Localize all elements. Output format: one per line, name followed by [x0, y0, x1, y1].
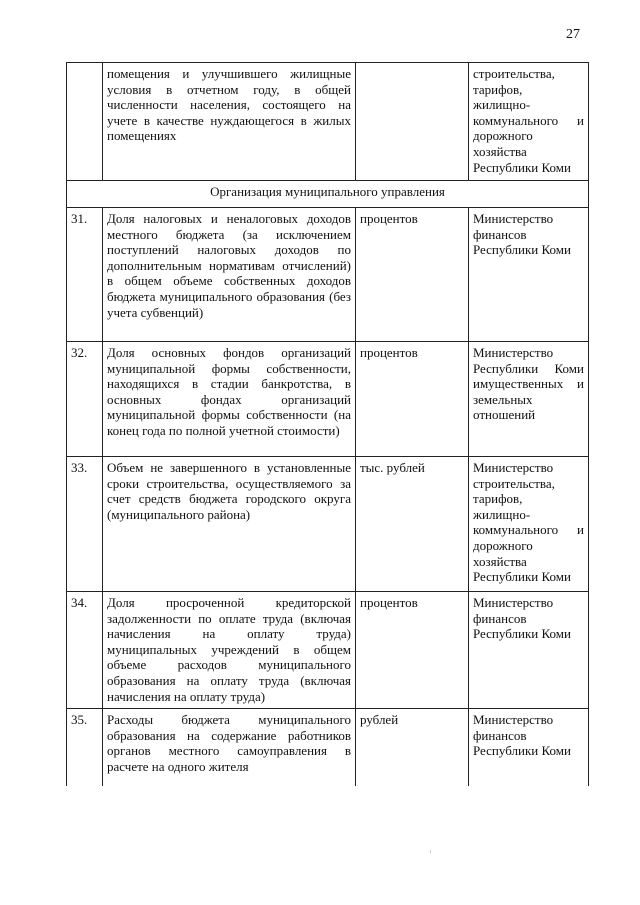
table-row	[67, 709, 589, 787]
unit-of-measure: процентов	[356, 342, 469, 457]
unit-of-measure: процентов	[356, 208, 469, 342]
indicator-description: помещения и улучшившего жилищные условия в отчетном году, в общей численности населения, состоящего на учете в качестве нуждающегося в жилых помещениях	[103, 63, 356, 181]
responsible-ministry: Министерство финансов Республики Коми	[469, 208, 589, 342]
table-row	[67, 208, 589, 342]
row-number: 35.	[67, 709, 103, 787]
indicator-description: Доля основных фондов организаций муниципальной формы собственности, находящихся в стадии банкротства, в основных фондах организаций муниципальной формы собственности (на конец года по полной учетной стоимости)	[103, 342, 356, 457]
row-number	[67, 63, 103, 181]
unit-of-measure: процентов	[356, 592, 469, 709]
section-title: Организация муниципального управления	[67, 181, 589, 208]
responsible-ministry: Министерство финансов Республики Коми	[469, 709, 589, 787]
indicators-table	[66, 62, 589, 786]
row-number: 33.	[67, 457, 103, 592]
page-number: 27	[566, 27, 580, 42]
row-number: 34.	[67, 592, 103, 709]
unit-of-measure	[356, 63, 469, 181]
responsible-ministry: строительства, тарифов, жилищно-коммунального и дорожного хозяйства Республики Коми	[469, 63, 589, 181]
table-row	[67, 457, 589, 592]
responsible-ministry: Министерство Республики Коми имущественных и земельных отношений	[469, 342, 589, 457]
section-row	[67, 181, 589, 208]
responsible-ministry: Министерство строительства, тарифов, жилищно-коммунального и дорожного хозяйства Республики Коми	[469, 457, 589, 592]
table-row	[67, 63, 589, 181]
indicator-description: Расходы бюджета муниципального образования на содержание работников органов местного самоуправления в расчете на одного жителя	[103, 709, 356, 787]
responsible-ministry: Министерство финансов Республики Коми	[469, 592, 589, 709]
table-row	[67, 592, 589, 709]
indicator-description: Объем не завершенного в установленные сроки строительства, осуществляемого за счет средств бюджета городского округа (муниципального района)	[103, 457, 356, 592]
row-number: 32.	[67, 342, 103, 457]
unit-of-measure: рублей	[356, 709, 469, 787]
indicator-description: Доля налоговых и неналоговых доходов местного бюджета (за исключением поступлений налоговых доходов по дополнительным нормативам отчислений) в общем объеме собственных доходов бюджета муниципального образования (без учета субвенций)	[103, 208, 356, 342]
table-row	[67, 342, 589, 457]
unit-of-measure: тыс. рублей	[356, 457, 469, 592]
row-number: 31.	[67, 208, 103, 342]
scan-speck	[430, 850, 431, 853]
indicator-description: Доля просроченной кредиторской задолженности по оплате труда (включая начисления на оплату труда) муниципальных учреждений в общем объеме расходов муниципального образования на оплату труда (включая начисления на оплату труда)	[103, 592, 356, 709]
